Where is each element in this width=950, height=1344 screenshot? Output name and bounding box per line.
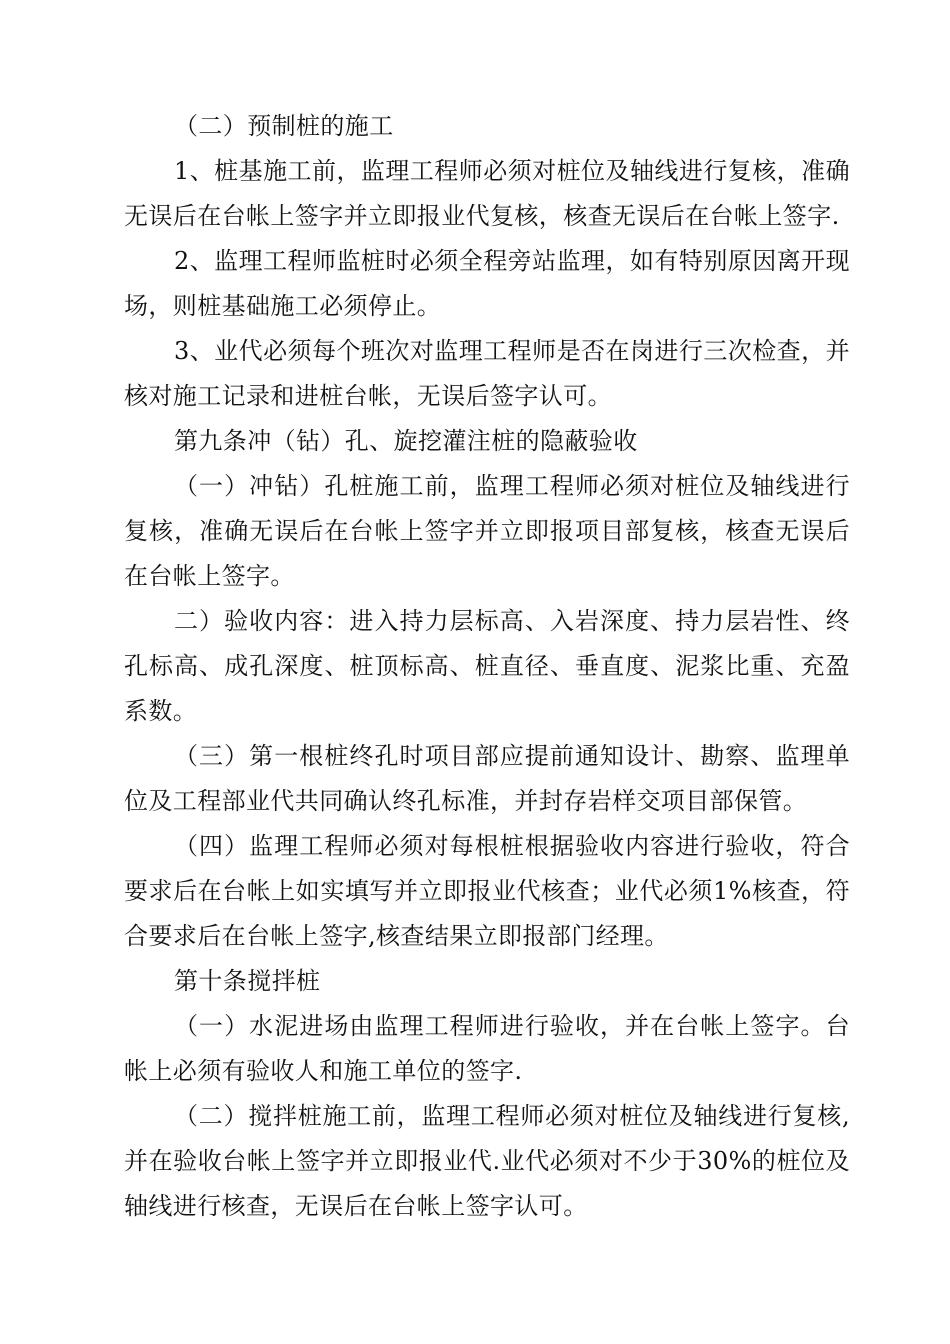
subsection-heading-precast-pile: （二）预制桩的施工 — [174, 112, 394, 140]
paragraph-item-1: 1、桩基施工前，监理工程师必须对桩位及轴线进行复核，准确无误后在台帐上签字并立即报业代复核，核查无误后在台帐上签字. — [124, 157, 850, 230]
article-heading-10: 第十条搅拌桩 — [174, 967, 321, 995]
paragraph-item-3: 3、业代必须每个班次对监理工程师是否在岗进行三次检查，并核对施工记录和进桩台帐，无误后签字认可。 — [124, 337, 850, 410]
paragraph-article10-clause-1: （一）水泥进场由监理工程师进行验收，并在台帐上签字。台帐上必须有验收人和施工单位的签字. — [124, 1012, 850, 1085]
paragraph-article10-clause-2: （二）搅拌桩施工前，监理工程师必须对桩位及轴线进行复核,并在验收台帐上签字并立即报业代.业代必须对不少于30%的桩位及轴线进行核查，无误后在台帐上签字认可。 — [124, 1102, 850, 1220]
paragraph-article9-clause-4: （四）监理工程师必须对每根桩根据验收内容进行验收，符合要求后在台帐上如实填写并立即报业代核查；业代必须1%核查，符合要求后在台帐上签字,核查结果立即报部门经理。 — [124, 832, 850, 950]
paragraph-article9-clause-1: （一）冲钻）孔桩施工前，监理工程师必须对桩位及轴线进行复核，准确无误后在台帐上签字并立即报项目部复核，核查无误后在台帐上签字。 — [124, 472, 850, 590]
article-heading-9: 第九条冲（钻）孔、旋挖灌注桩的隐蔽验收 — [174, 427, 638, 455]
paragraph-article9-clause-3: （三）第一根桩终孔时项目部应提前通知设计、勘察、监理单位及工程部业代共同确认终孔标准，并封存岩样交项目部保管。 — [124, 742, 850, 815]
paragraph-article9-clause-2: 二）验收内容：进入持力层标高、入岩深度、持力层岩性、终孔标高、成孔深度、桩顶标高、桩直径、垂直度、泥浆比重、充盈系数。 — [124, 607, 850, 725]
document-body — [124, 104, 850, 1229]
paragraph-item-2: 2、监理工程师监桩时必须全程旁站监理，如有特别原因离开现场，则桩基础施工必须停止。 — [124, 247, 850, 320]
